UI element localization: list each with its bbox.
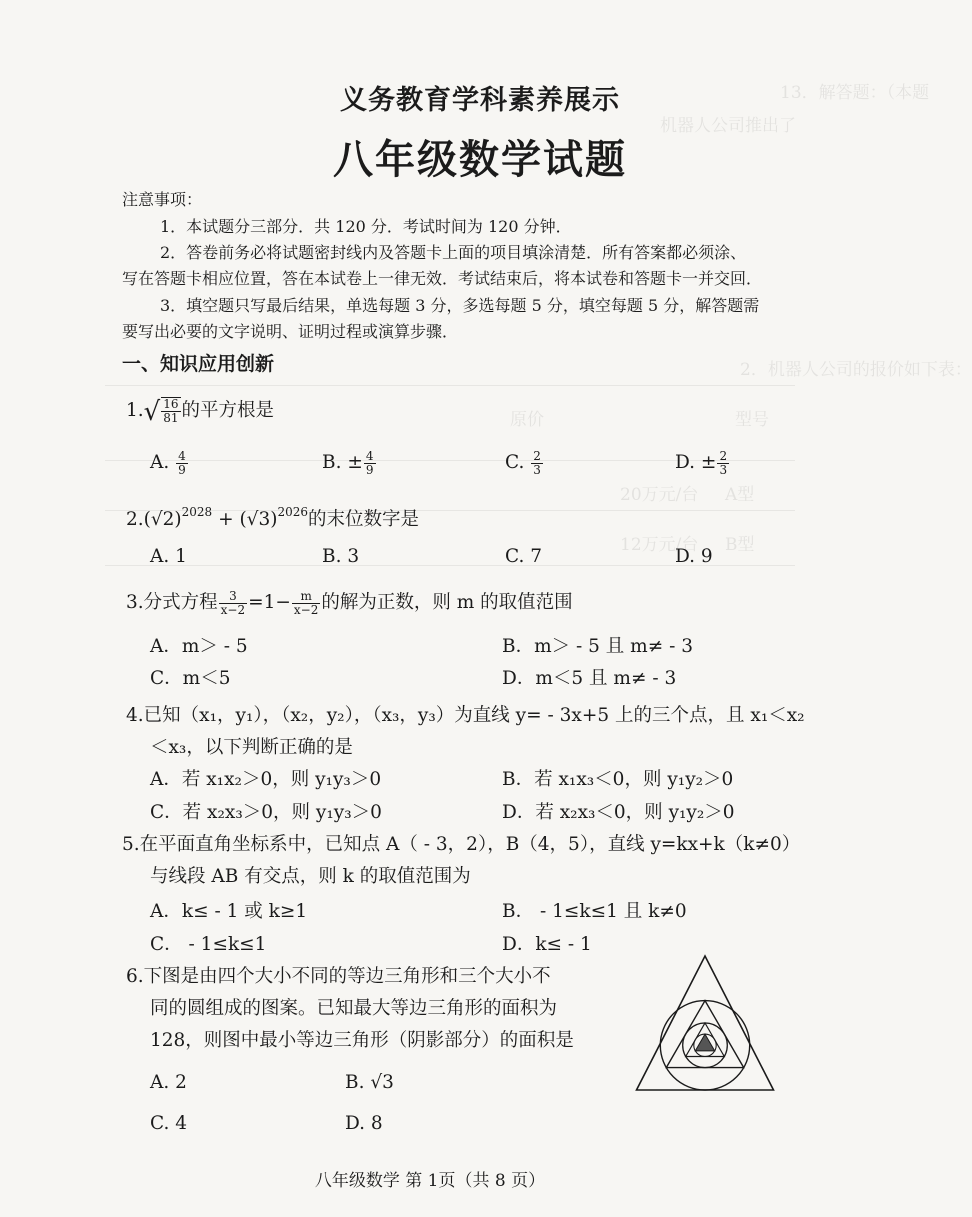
question-4-cont: ＜x₃，以下判断正确的是: [150, 737, 353, 758]
option-b: B． - 1≤k≤1 且 k≠0: [502, 901, 687, 922]
bleed-text: 2．机器人公司的报价如下表：: [740, 360, 972, 380]
note-item-2: 2．答卷前务必将试题密封线内及答题卡上面的项目填涂清楚．所有答案都必须涂、: [160, 243, 747, 262]
question-1: [126, 396, 274, 427]
option-d: D. 9: [675, 546, 713, 567]
question-4: 4.已知（x₁，y₁），（x₂，y₂），（x₃，y₃）为直线 y= - 3x+5 上的三个点，且 x₁＜x₂: [126, 705, 805, 726]
notes-heading: 注意事项：: [122, 190, 203, 209]
option-c: C．若 x₂x₃＞0，则 y₁y₃＞0: [150, 802, 382, 823]
option-d: D．m＜5 且 m≠ - 3: [502, 668, 677, 689]
option-a: A．若 x₁x₂＞0，则 y₁y₃＞0: [150, 769, 382, 790]
option-a: A. 1: [150, 546, 187, 567]
bleed-text: 12万元/台: [620, 535, 699, 555]
bleed-table-line: [105, 385, 795, 386]
note-item-3-cont: 要写出必要的文字说明、证明过程或演算步骤．: [122, 322, 459, 341]
bleed-text: 20万元/台: [620, 485, 699, 505]
question-6-cont: 同的圆组成的图案。已知最大等边三角形的面积为: [150, 998, 558, 1019]
bleed-text: B型: [725, 535, 755, 555]
question-2: $2.(√2)^{2028} + (√3)^{2026}$的末位数字是: [126, 505, 420, 530]
option-d: D．若 x₂x₃＜0，则 y₁y₂＞0: [502, 802, 735, 823]
option-a: A．m＞ - 5: [150, 636, 248, 657]
exam-title: 八年级数学试题: [333, 136, 627, 183]
note-item-3: 3．填空题只写最后结果，单选每题 3 分，多选每题 5 分，填空每题 5 分，解答题需: [160, 296, 760, 315]
option-a: A．k≤ - 1 或 k≥1: [150, 901, 308, 922]
option-c: C．m＜5: [150, 668, 231, 689]
question-5-cont: 与线段 AB 有交点，则 k 的取值范围为: [150, 866, 471, 887]
option-b: B. ± $\frac{4}{9}$: [322, 449, 374, 477]
triangle-circle-figure: [630, 950, 780, 1100]
option-c: C． - 1≤k≤1: [150, 934, 267, 955]
question-6: 6.下图是由四个大小不同的等边三角形和三个大小不: [126, 966, 551, 987]
bleed-text: 型号: [735, 410, 769, 430]
bleed-text: A型: [725, 485, 755, 505]
section-title: 一、知识应用创新: [122, 353, 275, 375]
sqrt-icon: √: [143, 397, 161, 427]
question-number: 1.: [126, 400, 144, 421]
option-c: C. 4: [150, 1113, 188, 1134]
question-3: 3.分式方程 $\frac{3}{x-2}$ =1− $\frac{m}{x-2}$ 的解为正数，则 m 的取值范围: [126, 588, 573, 617]
page-footer: 八年级数学 第 1页（共 8 页）: [314, 1171, 546, 1191]
option-d: D. ± $\frac{2}{3}$: [675, 449, 728, 477]
note-item-2-cont: 写在答题卡相应位置，答在本试卷上一律无效．考试结束后，将本试卷和答题卡一并交回．: [122, 269, 763, 288]
option-c: C. $\frac{2}{3}$: [505, 449, 541, 477]
fraction: $\frac{16}{81}$: [163, 397, 179, 425]
bleed-text: 13．解答题：（本题: [780, 83, 930, 103]
question-5: 5.在平面直角坐标系中，已知点 A（ - 3，2），B（4，5），直线 y=kx+k（k≠0）: [122, 834, 801, 855]
question-6-cont: 128，则图中最小等边三角形（阴影部分）的面积是: [150, 1030, 574, 1051]
option-a: A. $\frac{4}{9}$: [150, 449, 186, 477]
option-b: B. √3: [345, 1072, 394, 1093]
exam-subtitle: 义务教育学科素养展示: [340, 85, 620, 116]
question-text: 的平方根是: [181, 400, 275, 421]
note-item-1: 1．本试题分三部分．共 120 分．考试时间为 120 分钟．: [160, 217, 572, 236]
option-b: B．若 x₁x₃＜0，则 y₁y₂＞0: [502, 769, 734, 790]
option-d: D．k≤ - 1: [502, 934, 592, 955]
option-b: B. 3: [322, 546, 360, 567]
bleed-text: 机器人公司推出了: [660, 116, 796, 136]
option-d: D. 8: [345, 1113, 383, 1134]
option-a: A. 2: [150, 1072, 187, 1093]
option-c: C. 7: [505, 546, 543, 567]
bleed-text: 原价: [510, 410, 544, 430]
option-b: B．m＞ - 5 且 m≠ - 3: [502, 636, 694, 657]
